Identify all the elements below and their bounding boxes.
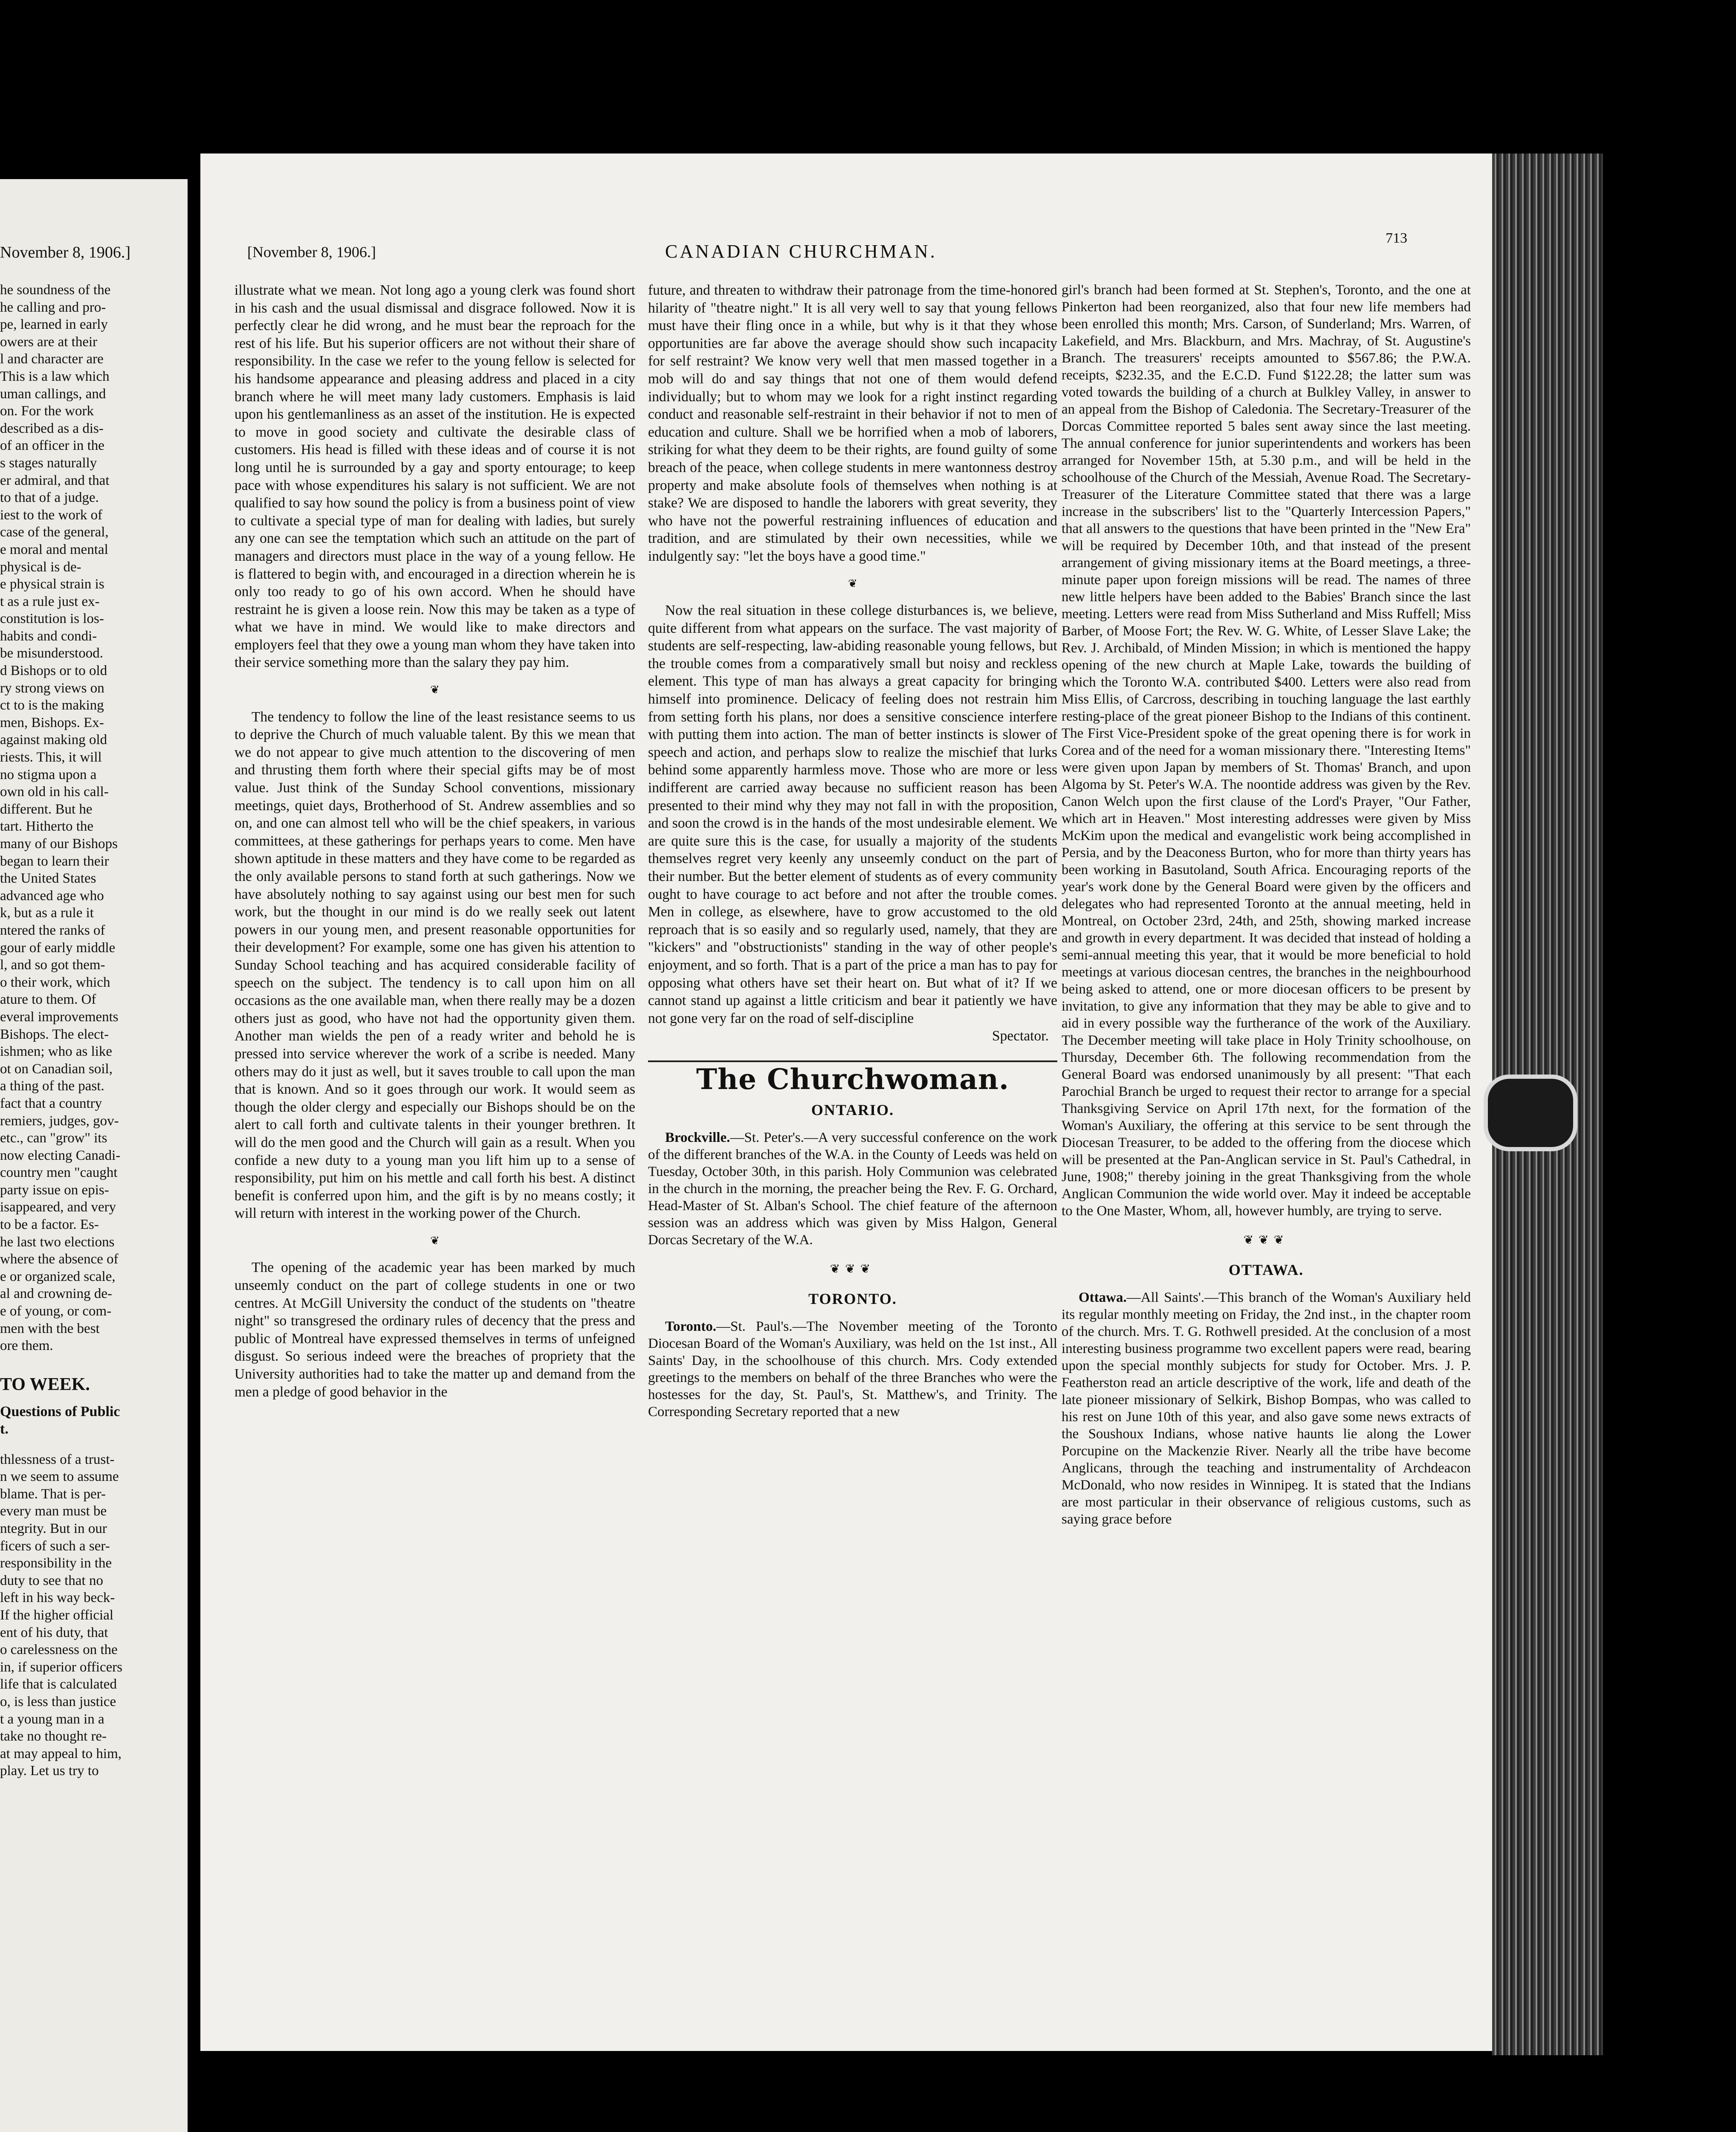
col2-paragraph-2: Now the real situation in these college disturbances is, we believe, quite different from what appears on the surface. The vast majority of students are self-respecting, law-abiding reasonable young fellows, but the trouble comes from a comparatively small but noisy and reckless element. This type of man has always a great capacity for bringing himself into prominence. Delicacy of feeling does not restrain him from setting forth his plans, nor does a sensitive conscience interfere with putting them into action. The man of better instincts is slower of speech and action, and perhaps slow to realize the mischief that lurks behind some apparently harmless move. Those who are more or less indifferent are carried away because no sufficient reason has been presented to their mind why they may not fall in with the proposition, and soon the crowd is in the hands of the most undesirable element. We are quite sure this is the case, for usually a majority of the students themselves regret very keenly any unseemly conduct on the part of their number. But the better element of students as of every community ought to have courage to act before and not after the trouble comes. Men in college, as elsewhere, have to grow accustomed to the old reproach that is so easily and so regularly used, namely, that they are "kickers" and "obstructionists" standing in the way of other people's enjoyment, and so forth. That is a part of the price a man has to pay for opposing what others have set their heart on. But what of it? If we cannot stand up against a little criticism and bear it patiently we have not gone very far on the road of self-discipline [648,603,1057,1026]
left-page-line: at may appeal to him, [0,1746,122,1761]
left-page-line: country men "caught [0,1165,118,1181]
left-page-line: e physical strain is [0,576,104,592]
signature: Spectator. [992,1028,1049,1044]
section-rule [648,1060,1057,1062]
left-page-line: left in his way beck- [0,1590,115,1606]
left-page-line: ry strong views on [0,680,104,696]
left-page-column [0,281,181,1780]
left-page-subheading [0,1403,181,1438]
left-page-line: ct to is the making [0,698,104,713]
left-page-line: duty to see that no [0,1573,103,1588]
left-page-line: he soundness of the [0,282,111,298]
binder-clip [1484,1075,1577,1151]
left-page-line: t a young man in a [0,1711,104,1727]
left-page-line: o, is less than justice [0,1694,116,1709]
left-page-line: e moral and mental [0,542,108,557]
left-page-line: t as a rule just ex- [0,594,100,609]
left-page-line: to be a factor. Es- [0,1217,99,1233]
column-2 [648,281,1057,1420]
page-number: 713 [1386,230,1407,246]
ontario-heading: ONTARIO. [811,1101,894,1118]
left-page-line: al and crowning de- [0,1286,112,1302]
col1-paragraph-3: The opening of the academic year has been marked by much unseemly conduct on the part of college students in one or two centres. At McGill University the conduct of the students on "theatre night" so transgresed the ordinary rules of decency that the press and public of Montreal have expressed themselves in terms of unfeigned disgust. So serious indeed were the breaches of propriety that the University authorities had to take the matter up and demand from the men a pledge of good behavior in the [234,1260,635,1400]
triple-ornament: ❦❦❦ [1243,1234,1289,1247]
header-date: [November 8, 1906.] [247,243,376,261]
col1-paragraph-2: The tendency to follow the line of the least resistance seems to us to deprive the Church of much valuable talent. By this we mean that we do not appear to give much attention to the discovering of men and thrusting them forth where their special gifts may be of most value. Just think of the Sunday School conventions, missionary meetings, quiet days, Brotherhood of St. Andrew assemblies and so on, and one can almost tell who will be the chief speakers, in various committees, at these gatherings for perhaps years to come. Men have shown aptitude in these matters and they have come to be regarded as the only available persons to stand forth at such gatherings. Now we have absolutely nothing to say against using our best men for such work, but the thought in our mind is do we really seek out latent powers in our young men, and present reasonable opportunities for their development? For example, some one has given his attention to Sunday School teaching and has acquired considerable facility of speech on the subject. The tendency is to call upon him on all occasions as the one available man, when there really may be a dozen others just as good, who have not had the opportunity given them. Another man wields the pen of a ready writer and behold he is pressed into service wherever the work of a scribe is needed. Many others may do it just as well, but it saves trouble to call upon the man that is known. And so it goes through our work. It would seem as though the older clergy and especially our Bishops should be on the alert to call forth and cultivate talents in their younger brethren. It will do the men good and the Church will gain as a result. When you confide a new duty to a young man you lift him up to a sense of responsibility, put him on his mettle and call forth his best. A distinct benefit is conferred upon him, and the gift is by no means costly; it will return with interest in the working power of the Church. [234,709,635,1222]
ottawa-item [1062,1289,1471,1528]
left-page-line: no stigma upon a [0,767,97,782]
left-page-line: e or organized scale, [0,1269,116,1284]
left-page-line: d Bishops or to old [0,663,107,679]
left-page-line: where the absence of [0,1251,119,1267]
left-page-line: ore them. [0,1338,53,1354]
left-page-line: different. But he [0,801,93,817]
left-page-line: case of the general, [0,524,109,540]
left-page-line: n we seem to assume [0,1469,119,1485]
left-page-line: ntegrity. But in our [0,1521,107,1536]
left-page-line: l, and so got them- [0,957,105,973]
left-page-line: If the higher official [0,1607,114,1623]
left-page-line: play. Let us try to [0,1763,99,1779]
ottawa-text: —All Saints'.—This branch of the Woman's Auxiliary held its regular monthly meeting on Friday, the 2nd inst., in the chapter room of the church. Mrs. T. G. Rothwell presided. At the conclusion of a most interesting business programme two excellent papers were read, bearing upon the special monthly subjects for study for October. Mrs. J. P. Featherston read an article descriptive of the work, life and death of the late pioneer missionary of Selkirk, Bishop Bompas, who was called to his rest on June 10th of this year, and also gave some news extracts of the Soushoux Indians, whose native haunts lie along the Lower Porcupine on the Mackenzie River. Nearly all the tribe have become Anglicans, through the teaching and instrumentality of Archdeacon McDonald, who now resides in Winnipeg. It is stated that the Indians are most particular in their observance of religious customs, such as saying grace before [1062,1290,1471,1527]
toronto-item [648,1318,1057,1420]
left-page-line: many of our Bishops [0,836,118,852]
left-page-line: men with the best [0,1321,100,1336]
left-page-line: responsibility in the [0,1556,112,1571]
left-page-line: tart. Hitherto the [0,819,94,834]
col2-paragraph-1: future, and threaten to withdraw their patronage from the time-honored hilarity of "theatre night." It is all very well to say that young fellows must have their fling once in a while, but why is it that they whose opportunities are far above the average should show such incapacity for self restraint? We know very well that men massed together in a mob will do and say things that not one of them would defend individually; but to whom may we look for a right instinct regarding conduct and reasonable self-restraint in their behavior if not to men of education and culture. Shall we be horrified when a mob of laborers, striking for what they deem to be their rights, are found guilty of some breach of the peace, when college students in mere wantonness destroy property and make absolute fools of themselves when nothing is at stake? We are disposed to handle the laborers with great severity, they who have not the powerful restraining influences of education and tradition, and are stimulated by their own necessities, while we indulgently say: "let the boys have a good time." [648,282,1057,564]
column-1 [234,281,635,1401]
left-page-line: o carelessness on the [0,1642,118,1658]
col1-paragraph-1: illustrate what we mean. Not long ago a young clerk was found short in his cash and the usual dismissal and disgrace followed. Now it is perfectly clear he did wrong, and he must bear the reproach for the rest of his life. But his superior officers are not without their share of responsibility. In the case we refer to the young fellow is selected for his handsome appearance and pleasing address and placed in a city branch where he will meet many lady customers. Emphasis is laid upon his gentlemanliness as an asset of the institution. He is expected to move in good society and cultivate the desirable class of customers. His head is filled with these ideas and of course it is not long until he is surrounded by a gay and sporty entourage; to keep pace with whose expenditures his salary is not sufficient. We are not qualified to say how sound the policy is from a business point of view to cultivate a special type of man for dealing with ladies, but surely any one can see the temptation which such an attitude on the part of managers and directors must place in the way of a young fellow. He is flattered to begin with, and encouraged in a direction wherein he is only too ready to go of his own accord. When he should have restraint he is given a loose rein. Now this may be taken as a type of what we have in mind. We would like to make directors and employers feel that they owe a young man whom they have taken into their service something more than the salary they pay him. [234,282,635,671]
left-page-line: fact that a country [0,1095,102,1111]
left-page-subheading-line: t. [0,1421,9,1437]
left-page-line: life that is calculated [0,1677,117,1692]
left-page-line: isappeared, and very [0,1199,116,1215]
left-page-line: etc., can "grow" its [0,1130,107,1146]
left-page-line: in, if superior officers [0,1659,123,1675]
fleuron-ornament: ❦ [430,1234,440,1247]
toronto-lead: Toronto. [665,1319,717,1335]
col3-paragraph-1: girl's branch had been formed at St. Stephen's, Toronto, and the one at Pinkerton had been reorganized, also that four new life members had been enrolled this month; Mrs. Carson, of Sunderland; Mrs. Warren, of Lakefield, and Mrs. Blackburn, and Mrs. Machray, of St. Augustine's Branch. The treasurers' receipts amounted to $567.86; the P.W.A. receipts, $232.35, and the E.C.D. Fund $122.28; the latter sum was voted towards the building of a church at Bulkley Valley, in answer to an appeal from the Bishop of Caledonia. The Secretary-Treasurer of the Dorcas Committee reported 5 bales sent away since the last meeting. The annual conference for junior superintendents and workers has been arranged for November 15th, at 5.30 p.m., and will be held in the schoolhouse of the Church of the Messiah, Avenue Road. The Secretary-Treasurer of the Literature Committee stated that there was a large increase in the subscribers' list to the "Quarterly Intercession Papers," that all answers to the questions that have been printed in the "New Era" will be required by December 10th, and that instead of the present arrangement of giving missionary items at the Board meetings, a three-minute paper upon foreign missions will be read. The names of three new little helpers have been added to the Babies' Branch since the last meeting. Letters were read from Miss Sutherland and Miss Ruffell; Miss Barber, of Moose Fort; the Rev. W. G. White, of Lesser Slave Lake; the Rev. J. Archibald, of Minden Mission; in which is mentioned the happy opening of the new church at Maple Lake, towards the building of which the Toronto W.A. contributed $400. Letters were also read from Miss Ellis, of Carcross, describing in touching language the last earthly resting-place of the great pioneer Bishop to the Indians of this continent. The First Vice-President spoke of the great opening there is for work in Corea and of the need for a woman missionary there. "Interesting Items" were given upon Japan by members of St. Thomas' Branch, and upon Algoma by St. Peter's W.A. The noontide address was given by the Rev. Canon Welch upon the first clause of the Lord's Prayer, "Our Father, which art in Heaven." Most interesting addresses were given by Miss McKim upon the medical and evangelistic work being accomplished in Persia, and by the Deaconess Burton, who for more than thirty years has been working in Basutoland, South Africa. Encouraging reports of the year's work done by the General Board were given by the officers and delegates who had represented Toronto at the annual meeting, held in Montreal, on October 23rd, 24th, and 25th, showing marked increase and growth in every department. It was decided that instead of holding a semi-annual meeting this year, that it would be more beneficial to hold meetings at various diocesan centres, the branches in the neighbourhood being asked to attend, one or more diocesan officers to be present by invitation, to give any information that they may be able to give and to aid in every possible way the furtherance of the work of the Auxiliary. The December meeting will take place in Holy Trinity schoolhouse, on Thursday, December 6th. The following recommendation from the General Board was endorsed unanimously by all present: "That each Parochial Branch be urged to request their rector to arrange for a special Thanksgiving Service on April 17th next, for the formation of the Woman's Auxiliary, the offering at this service to be sent through the Diocesan Treasurer, to be added to the offering from the diocese which will be presented at the Pan-Anglican service in St. Paul's Cathedral, in June, 1908;" thereby joining in the great Thanksgiving from the whole Anglican Communion the wide world over. May it indeed be acceptable to the One Master, Whom, all, however humbly, are trying to serve. [1062,282,1471,1219]
left-page-line: ntered the ranks of [0,922,105,938]
left-page-line: own old in his call- [0,784,109,800]
left-page-line: ishmen; who as like [0,1044,113,1060]
left-page-line: a thing of the past. [0,1078,104,1094]
left-page-line: he last two elections [0,1234,115,1250]
left-page-line: advanced age who [0,888,104,904]
left-page-line: of an officer in the [0,438,104,454]
left-page-text-top [0,281,181,1355]
left-page-line: he calling and pro- [0,299,106,315]
left-page-line: Bishops. The elect- [0,1026,109,1042]
left-page [0,179,188,2132]
left-page-line: pe, learned in early [0,317,108,333]
left-page-line: to that of a judge. [0,490,99,506]
brockville-lead: Brockville. [665,1130,730,1146]
left-page-line: now electing Canadi- [0,1147,121,1163]
left-page-subheading-line: Questions of Public [0,1404,120,1420]
left-page-line: everal improvements [0,1009,119,1025]
page-header [200,230,1492,269]
left-page-line: every man must be [0,1503,107,1519]
left-page-line: men, Bishops. Ex- [0,715,104,730]
left-page-line: ot on Canadian soil, [0,1061,113,1077]
ottawa-lead: Ottawa. [1079,1290,1127,1306]
left-page-line: This is a law which [0,368,110,384]
left-page-line: riests. This, it will [0,750,102,765]
left-page-line: k, but as a rule it [0,905,94,921]
left-page-line: described as a dis- [0,420,104,436]
left-page-text-bottom [0,1451,181,1780]
header-title: CANADIAN CHURCHMAN. [665,241,937,262]
left-page-line: ficers of such a ser- [0,1538,110,1554]
left-page-line: thlessness of a trust- [0,1451,115,1467]
toronto-heading: TORONTO. [808,1290,897,1307]
left-page-header: November 8, 1906.] [0,243,131,261]
left-page-line: iest to the work of [0,507,103,523]
left-page-line: ature to them. Of [0,992,96,1008]
left-page-line: e of young, or com- [0,1304,112,1319]
left-page-line: party issue on epis- [0,1182,109,1198]
triple-ornament: ❦❦❦ [830,1263,876,1276]
left-page-line: ent of his duty, that [0,1625,108,1640]
left-page-line: gour of early middle [0,940,116,956]
left-page-line: s stages naturally [0,455,97,471]
left-page-heading: TO WEEK. [0,1374,90,1394]
left-page-line: constitution is los- [0,611,104,627]
fleuron-ornament: ❦ [430,684,440,696]
left-page-line: er admiral, and that [0,472,110,488]
left-page-line: physical is de- [0,559,81,575]
left-page-line: be misunderstood. [0,646,103,661]
left-page-line: l and character are [0,351,104,367]
column-3 [1062,281,1471,1528]
book-gutter [188,162,200,2132]
brockville-item [648,1129,1057,1248]
fleuron-ornament: ❦ [848,577,857,590]
brockville-text: —St. Peter's.—A very successful conference on the work of the different branches of the W.A. in the County of Leeds was held on Tuesday, October 30th, in this parish. Holy Communion was celebrated in the church in the morning, the preacher being the Rev. F. G. Orchard, Head-Master of St. Alban's School. The chief feature of the afternoon session was an address which was given by Miss Halgon, General Dorcas Secretary of the W.A. [648,1130,1057,1248]
left-page-line: on. For the work [0,403,94,419]
left-page-line: began to learn their [0,853,109,869]
ottawa-heading: OTTAWA. [1228,1261,1304,1278]
left-page-line: remiers, judges, gov- [0,1113,119,1129]
section-title: The Churchwoman. [696,1062,1009,1096]
left-page-line: owers are at their [0,334,98,350]
toronto-text: —St. Paul's.—The November meeting of the Toronto Diocesan Board of the Woman's Auxiliary, was held on the 1st inst., All Saints' Day, in the schoolhouse of this church. Mrs. Cody extended greetings to the members on behalf of the three Branches who were the hostesses for the day, St. Paul's, St. Matthew's, and Trinity. The Corresponding Secretary reported that a new [648,1319,1057,1420]
left-page-line: take no thought re- [0,1729,107,1744]
left-page-line: against making old [0,732,107,748]
left-page-line: blame. That is per- [0,1486,106,1502]
left-page-line: o their work, which [0,974,110,990]
left-page-line: habits and condi- [0,628,97,644]
main-page [200,154,1492,2051]
left-page-line: the United States [0,871,96,886]
left-page-line: uman callings, and [0,386,106,402]
